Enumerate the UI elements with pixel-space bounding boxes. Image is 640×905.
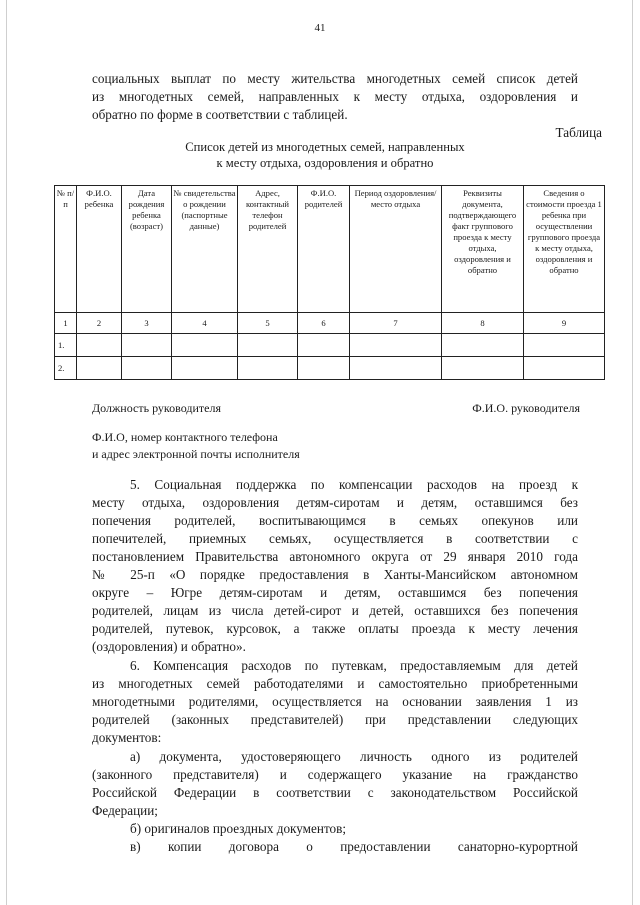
intro-paragraph [92, 70, 578, 124]
text-line: Российской Федерации в соответствии с законодательством Российской [92, 785, 578, 800]
column-number: 6 [298, 313, 350, 334]
text-line: 5. Социальная поддержка по компенсации расходов на проезд к [130, 477, 578, 492]
text-line: б) оригиналов проездных документов; [130, 821, 347, 836]
text-line: месту отдыха, оздоровления детям-сиротам и детям, оставшимся без [92, 495, 578, 510]
table-row [55, 357, 605, 380]
page-number: 41 [314, 22, 326, 34]
table-cell [350, 334, 442, 357]
contact-line: и адрес электронной почты исполнителя [92, 447, 300, 461]
text-line: родителей, лицам из числа детей-сирот и детей, оставшихся без попечения [92, 603, 578, 618]
text-line: (оздоровления) и обратно». [92, 639, 246, 654]
row-number: 2. [55, 357, 77, 380]
text-line: Федерации; [92, 803, 158, 818]
text-line: а) документа, удостоверяющего личность одного из родителей [130, 749, 578, 764]
table-cell [298, 334, 350, 357]
children-list-table [54, 185, 605, 380]
table-cell [77, 334, 122, 357]
text-line: социальных выплат по месту жительства многодетных семей список детей [92, 71, 578, 86]
contact-info-label [92, 429, 300, 463]
text-line: из многодетных семей, направленных к месту отдыха, оздоровления и [92, 89, 578, 104]
table-cell [350, 357, 442, 380]
text-line: документов: [92, 730, 162, 745]
column-header: Адрес, контактный телефон родителей [238, 186, 298, 313]
column-header: Ф.И.О. ребенка [77, 186, 122, 313]
text-line: (законного представителя) и содержащего указание на гражданство [92, 767, 578, 782]
text-line: родителей, путевок, курсовок, а также оплаты проезда к месту лечения [92, 621, 578, 636]
table-cell [442, 357, 524, 380]
column-header: Сведения о стоимости проезда 1 ребенка при осуществлении группового проезда к месту отдыха, оздоровления и обратно [524, 186, 605, 313]
column-number: 2 [77, 313, 122, 334]
table-row [55, 334, 605, 357]
column-header: Дата рождения ребенка (возраст) [122, 186, 172, 313]
column-number: 9 [524, 313, 605, 334]
table-cell [524, 334, 605, 357]
column-number: 3 [122, 313, 172, 334]
column-header: № свидетельства о рождении (паспортные данные) [172, 186, 238, 313]
column-number: 1 [55, 313, 77, 334]
table-cell [298, 357, 350, 380]
text-line: 6. Компенсация расходов по путевкам, предоставляемым для детей [130, 658, 578, 673]
text-line: многодетными родителями, осуществляется на основании заявления 1 из [92, 694, 578, 709]
column-number: 7 [350, 313, 442, 334]
contact-line: Ф.И.О, номер контактного телефона [92, 430, 278, 444]
table-cell [172, 357, 238, 380]
column-header: Реквизиты документа, подтверждающего факт группового проезда к месту отдыха, оздоровления и обратно [442, 186, 524, 313]
table-cell [122, 357, 172, 380]
right-scan-edge [632, 0, 633, 905]
table-cell [172, 334, 238, 357]
table-cell [238, 334, 298, 357]
column-number: 5 [238, 313, 298, 334]
text-line: в) копии договора о предоставлении санаторно-курортной [130, 839, 578, 854]
paragraph-6 [92, 657, 578, 747]
item-a [92, 748, 578, 820]
row-number: 1. [55, 334, 77, 357]
table-cell [238, 357, 298, 380]
table-header-row [55, 186, 605, 313]
table-title-line: к месту отдыха, оздоровления и обратно [216, 156, 434, 170]
table-cell [524, 357, 605, 380]
text-line: попечения родителей, воспитывающимся в семьях опекунов или [92, 513, 578, 528]
item-b [92, 820, 578, 838]
left-scan-edge [6, 0, 7, 905]
table-cell [442, 334, 524, 357]
text-line: постановлением Правительства автономного округа от 29 января 2010 года [92, 549, 578, 564]
text-line: округе – Югре детям-сиротам и детям, оставшимся без попечения [92, 585, 578, 600]
text-line: родителей (законных представителей) при представлении следующих [92, 712, 578, 727]
column-number: 8 [442, 313, 524, 334]
table-title-line: Список детей из многодетных семей, направленных [185, 140, 465, 154]
item-c [92, 838, 578, 856]
table-label: Таблица [555, 125, 602, 140]
column-header: № п/п [55, 186, 77, 313]
table-title [130, 139, 520, 171]
column-header: Ф.И.О. родителей [298, 186, 350, 313]
signature-name-label: Ф.И.О. руководителя [472, 401, 580, 415]
text-line: из многодетных семей работодателями и самостоятельно приобретенными [92, 676, 578, 691]
signature-position-label: Должность руководителя [92, 401, 221, 415]
table-cell [77, 357, 122, 380]
text-line: № 25-п «О порядке предоставления в Ханты-Мансийском автономном [92, 567, 578, 582]
column-number-row [55, 313, 605, 334]
column-number: 4 [172, 313, 238, 334]
text-line: обратно по форме в соответствии с таблицей. [92, 107, 348, 122]
text-line: попечителей, приемных семьях, осуществляется в соответствии с [92, 531, 578, 546]
column-header: Период оздоровления/место отдыха [350, 186, 442, 313]
table-cell [122, 334, 172, 357]
paragraph-5 [92, 476, 578, 656]
